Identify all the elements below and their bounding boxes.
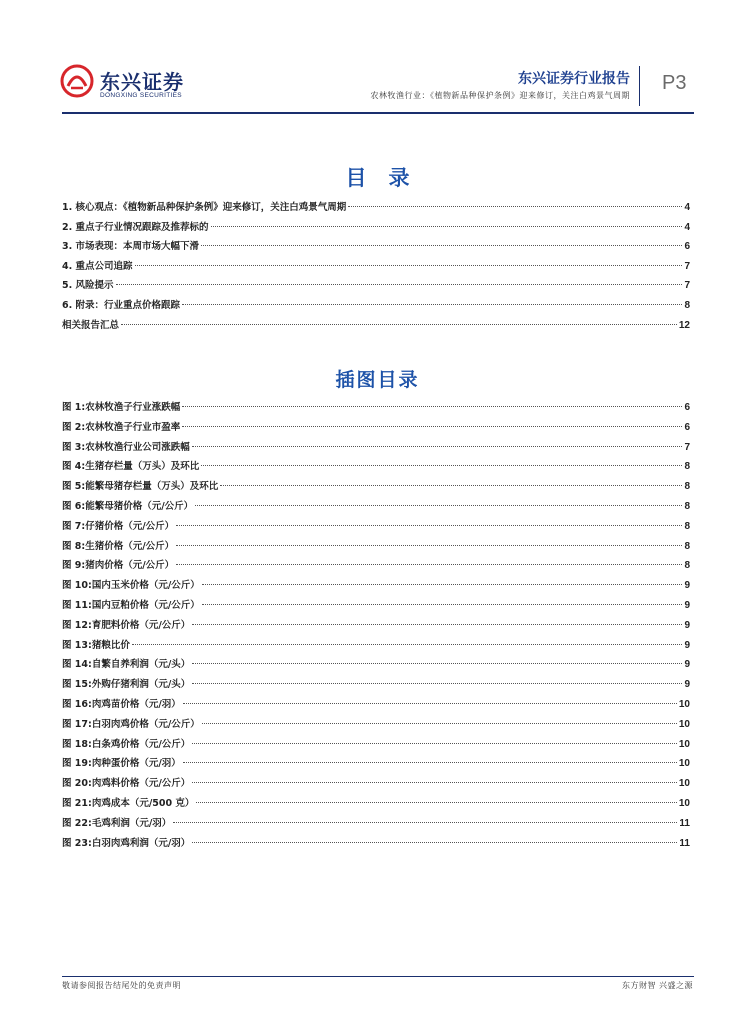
report-subtitle: 农林牧渔行业：《植物新品种保护条例》迎来修订，关注白鸡景气周期 — [370, 91, 630, 100]
figure-entry-label: 图 12:育肥料价格（元/公斤） — [62, 619, 191, 631]
figure-entry-page: 11 — [679, 837, 690, 849]
dot-leader — [192, 663, 682, 664]
page-number: P3 — [662, 72, 687, 94]
figure-entry-label: 图 17:白羽肉鸡价格（元/公斤） — [62, 718, 200, 730]
figure-entry-label: 图 23:白羽肉鸡利润（元/羽） — [62, 837, 191, 849]
toc-entry-page: 4 — [684, 221, 690, 233]
dot-leader — [182, 426, 682, 427]
dot-leader — [121, 324, 677, 325]
toc-entry-page: 7 — [684, 260, 690, 272]
figure-entry-page: 9 — [684, 659, 690, 671]
toc-entry[interactable] — [62, 238, 690, 258]
figure-entry-label: 图 3:农林牧渔行业公司涨跌幅 — [62, 441, 190, 453]
figure-entry[interactable] — [62, 577, 690, 597]
toc-entry-page: 6 — [684, 241, 690, 253]
figure-entry[interactable] — [62, 676, 690, 696]
figure-entry-label: 图 21:肉鸡成本（元/500 克） — [62, 797, 195, 809]
figure-entry-page: 9 — [684, 599, 690, 611]
figure-entry-label: 图 20:肉鸡料价格（元/公斤） — [62, 778, 191, 790]
figure-entry-label: 图 14:自繁自养利润（元/头） — [62, 659, 191, 671]
figure-entry-label: 图 22:毛鸡利润（元/羽） — [62, 817, 172, 829]
figure-entry-page: 9 — [684, 580, 690, 592]
figure-entry[interactable] — [62, 637, 690, 657]
dot-leader — [192, 446, 683, 447]
figure-entry-page: 10 — [678, 738, 690, 750]
figure-entry-page: 9 — [684, 619, 690, 631]
dot-leader — [192, 683, 682, 684]
footer-slogan: 东方财智 兴盛之源 — [621, 981, 693, 990]
figure-entry-page: 6 — [684, 402, 690, 413]
figure-entry-page: 10 — [678, 778, 690, 790]
dot-leader — [202, 723, 677, 724]
figure-entry-label: 图 15:外购仔猪利润（元/头） — [62, 679, 191, 691]
dot-leader — [182, 406, 682, 407]
dot-leader — [176, 564, 682, 565]
dot-leader — [173, 822, 677, 823]
figure-entry[interactable] — [62, 617, 690, 637]
figure-entry[interactable] — [62, 518, 690, 538]
figure-entry-page: 8 — [684, 500, 690, 512]
dot-leader — [183, 762, 677, 763]
figure-entry-page: 8 — [684, 520, 690, 532]
dot-leader — [176, 545, 682, 546]
figure-entry[interactable] — [62, 478, 690, 498]
figure-entry-page: 10 — [678, 718, 690, 730]
figure-entry-page: 10 — [678, 758, 690, 770]
toc-entry[interactable] — [62, 317, 690, 337]
footer-disclaimer: 敬请参阅报告结尾处的免责声明 — [62, 981, 181, 990]
figure-entry-page: 10 — [678, 698, 690, 710]
dot-leader — [220, 485, 682, 486]
dongxing-logo-icon — [60, 64, 94, 98]
toc-entry[interactable] — [62, 199, 690, 219]
toc-entry-page: 8 — [684, 299, 690, 311]
toc-entry-page: 7 — [684, 280, 690, 292]
toc-entry-label: 相关报告汇总 — [62, 319, 120, 331]
figure-entry[interactable] — [62, 696, 690, 716]
figure-entry-label: 图 9:猪肉价格（元/公斤） — [62, 560, 175, 572]
figure-entry[interactable] — [62, 597, 690, 617]
figure-entry-label: 图 10:国内玉米价格（元/公斤） — [62, 580, 200, 592]
figure-entry-page: 8 — [684, 560, 690, 572]
dot-leader — [202, 584, 683, 585]
header-rule — [62, 112, 694, 114]
dot-leader — [348, 206, 682, 207]
figure-entry-page: 9 — [684, 679, 690, 691]
dot-leader — [201, 245, 682, 246]
toc-entry-page: 12 — [678, 319, 690, 331]
figure-entry[interactable] — [62, 458, 690, 478]
toc-entry-label: 5. 风险提示 — [62, 280, 114, 292]
figure-entry[interactable] — [62, 399, 690, 419]
figure-entry-label: 图 18:白条鸡价格（元/公斤） — [62, 738, 191, 750]
figure-entry-label: 图 13:猪粮比价 — [62, 639, 130, 651]
figure-entry-page: 6 — [684, 421, 690, 433]
dot-leader — [196, 802, 676, 803]
figure-entry-label: 图 4:生猪存栏量（万头）及环比 — [62, 461, 200, 473]
figure-entry[interactable] — [62, 419, 690, 439]
figure-entry-page: 7 — [684, 441, 690, 453]
figure-entry-page: 8 — [684, 540, 690, 552]
toc-entry-label: 4. 重点公司追踪 — [62, 260, 133, 272]
figure-entry-page: 8 — [684, 481, 690, 493]
figure-entry-label: 图 6:能繁母猪价格（元/公斤） — [62, 500, 194, 512]
toc-entry[interactable] — [62, 219, 690, 239]
toc-entry-label: 3. 市场表现：本周市场大幅下滑 — [62, 241, 200, 253]
figure-entry-page: 11 — [679, 817, 690, 829]
figure-entry[interactable] — [62, 498, 690, 518]
figure-entry-label: 图 5:能繁母猪存栏量（万头）及环比 — [62, 481, 219, 493]
toc-entry-page: 4 — [684, 202, 690, 213]
figure-entry[interactable] — [62, 736, 690, 756]
figure-entry[interactable] — [62, 755, 690, 775]
figure-entry[interactable] — [62, 557, 690, 577]
header-divider — [639, 66, 640, 106]
toc-list — [62, 199, 690, 336]
toc-entry[interactable] — [62, 258, 690, 278]
dot-leader — [132, 644, 683, 645]
dot-leader — [211, 226, 683, 227]
report-type: 东兴证券行业报告 — [518, 71, 630, 87]
figure-entry-label: 图 16:肉鸡苗价格（元/羽） — [62, 698, 181, 710]
figure-entry-label: 图 8:生猪价格（元/公斤） — [62, 540, 175, 552]
figure-entry-page: 9 — [684, 639, 690, 651]
figure-entry-page: 8 — [684, 461, 690, 473]
toc-entry-label: 1. 核心观点：《植物新品种保护条例》迎来修订，关注白鸡景气周期 — [62, 202, 347, 213]
toc-title: 目录 — [345, 166, 432, 190]
dot-leader — [182, 304, 682, 305]
figure-entry[interactable] — [62, 815, 690, 835]
dot-leader — [176, 525, 682, 526]
dot-leader — [183, 703, 677, 704]
figure-entry-label: 图 1:农林牧渔子行业涨跌幅 — [62, 402, 181, 413]
toc-entry[interactable] — [62, 277, 690, 297]
figure-entry[interactable] — [62, 795, 690, 815]
figure-entry-label: 图 11:国内豆粕价格（元/公斤） — [62, 599, 200, 611]
brand-name: 东兴证券 — [100, 70, 184, 94]
figure-entry-label: 图 19:肉种蛋价格（元/羽） — [62, 758, 181, 770]
figure-entry[interactable] — [62, 656, 690, 676]
dot-leader — [195, 505, 682, 506]
figure-entry[interactable] — [62, 835, 690, 855]
toc-entry-label: 6. 附录：行业重点价格跟踪 — [62, 299, 181, 311]
brand-name-en: DONGXING SECURITIES — [100, 92, 182, 99]
dot-leader — [135, 265, 683, 266]
toc-entry[interactable] — [62, 297, 690, 317]
toc-entry-label: 2. 重点子行业情况跟踪及推荐标的 — [62, 221, 209, 233]
figure-entry[interactable] — [62, 716, 690, 736]
dot-leader — [192, 842, 677, 843]
figure-entry[interactable] — [62, 775, 690, 795]
dot-leader — [192, 624, 682, 625]
figure-list-title: 插图目录 — [335, 369, 420, 391]
dot-leader — [192, 782, 677, 783]
figure-entry-label: 图 2:农林牧渔子行业市盈率 — [62, 421, 181, 433]
footer-rule — [62, 976, 694, 977]
dot-leader — [201, 465, 682, 466]
figure-entry-page: 10 — [678, 797, 690, 809]
dot-leader — [116, 284, 683, 285]
dot-leader — [192, 743, 677, 744]
dot-leader — [202, 604, 683, 605]
figure-entry[interactable] — [62, 439, 690, 459]
company-logo — [60, 62, 190, 106]
figure-entry-label: 图 7:仔猪价格（元/公斤） — [62, 520, 175, 532]
figure-entry[interactable] — [62, 538, 690, 558]
figure-list — [62, 399, 690, 854]
